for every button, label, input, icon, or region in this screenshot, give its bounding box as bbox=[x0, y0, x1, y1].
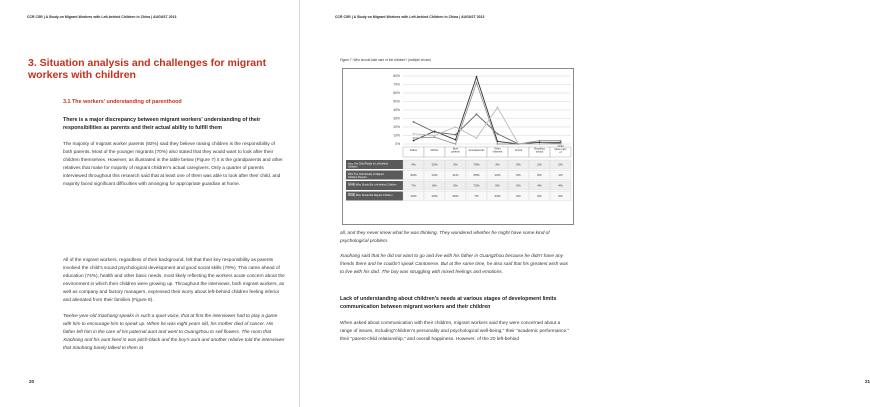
data-label: 79% bbox=[473, 162, 480, 167]
data-point bbox=[539, 140, 541, 142]
series-legend-label: Ideally Who Should Be Left-behind Children bbox=[348, 183, 397, 187]
data-label: 2% bbox=[558, 162, 563, 167]
x-category-label: relatives bbox=[492, 150, 503, 154]
data-label: 14% bbox=[431, 173, 438, 178]
data-label: 35% bbox=[473, 173, 480, 178]
body-paragraph-right: When asked about communication with their children, migrant workers said they were concerned about a range of issues, including"children's personality and psychological well-being," their "academic performance," their "parent-child relationship," and overall happiness. However, of the 20 left-behind bbox=[340, 321, 570, 343]
chapter-title: 3. Situation analysis and challenges for migrant workers with children bbox=[28, 57, 267, 81]
data-label: 43% bbox=[494, 194, 501, 199]
x-category-label: Mother bbox=[430, 148, 439, 152]
data-point bbox=[476, 82, 478, 84]
series-legend-label: Ideally Who Should Be Migrant Children bbox=[348, 194, 393, 198]
data-label: 72% bbox=[473, 183, 480, 188]
lead-paragraph-right: Lack of understanding about children's needs at various stages of development limits communication between migrant workers and their children bbox=[340, 296, 557, 311]
data-point bbox=[455, 126, 457, 128]
data-label: 11% bbox=[452, 173, 459, 178]
x-category-label: Friend bbox=[514, 148, 523, 152]
data-point bbox=[539, 143, 541, 145]
running-header-left: CCR CSR | A Study on Migrant Workers with Left-behind Children in China | AUGUST 2013 bbox=[27, 15, 177, 19]
data-label: 0% bbox=[495, 183, 500, 188]
data-label: 0% bbox=[537, 194, 542, 199]
data-point bbox=[413, 133, 415, 135]
data-point bbox=[539, 141, 541, 143]
series-legend-label: Children Parents bbox=[348, 175, 367, 179]
data-point bbox=[476, 137, 478, 139]
data-point bbox=[476, 113, 478, 115]
data-label: 2% bbox=[537, 162, 542, 167]
data-point bbox=[497, 143, 499, 145]
data-point bbox=[434, 136, 436, 138]
data-point bbox=[497, 107, 499, 109]
data-point bbox=[455, 139, 457, 141]
series-legend-label: Who The Child Really Is Left-behind bbox=[348, 162, 388, 166]
data-point bbox=[560, 143, 562, 145]
series-line bbox=[414, 77, 561, 144]
data-label: 0% bbox=[516, 173, 521, 178]
data-label: 4% bbox=[537, 183, 542, 188]
body-paragraph-2: All of the migrant workers, regardless of their background, felt that their key responsibility as parents involved the child's sound psychological development and good social skills (79%). This came ahead of education (74%), health and other basic needs, most likely reflecting the workers acute concern about the environment in which their children were growing up. Throughout the interviews, both migrant workers, as well as company and factory managers, expressed their worry about left-behind children feeling inferior and alienated from their families (Figure 8). bbox=[63, 258, 285, 304]
x-category-label: Other bbox=[494, 147, 501, 151]
data-label: 12% bbox=[494, 173, 501, 178]
y-tick-label: 80% bbox=[393, 74, 400, 79]
data-point bbox=[455, 143, 457, 145]
x-category-label: Grandparents bbox=[468, 148, 485, 152]
data-label: 20% bbox=[452, 194, 459, 199]
data-label: 1% bbox=[558, 173, 563, 178]
x-category-label: of bbox=[559, 151, 562, 154]
data-point bbox=[497, 133, 499, 135]
x-category-label: Child bbox=[557, 145, 564, 149]
data-point bbox=[413, 121, 415, 123]
running-header-right: CCR CSR | A Study on Migrant Workers with Left-behind Children in China | AUGUST 2013 bbox=[335, 15, 485, 19]
data-label: 0% bbox=[558, 194, 563, 199]
y-tick-label: 10% bbox=[393, 133, 400, 138]
data-point bbox=[455, 134, 457, 136]
y-tick-label: 70% bbox=[393, 82, 400, 87]
data-label: 0% bbox=[516, 183, 521, 188]
data-point bbox=[434, 135, 436, 137]
data-label: 15% bbox=[431, 162, 438, 167]
x-category-label: Both bbox=[452, 147, 459, 151]
y-tick-label: 50% bbox=[393, 99, 400, 104]
x-category-label: Father bbox=[409, 148, 418, 152]
data-label: 4% bbox=[558, 183, 563, 188]
data-point bbox=[476, 76, 478, 78]
data-label: 3% bbox=[495, 162, 500, 167]
y-tick-label: 30% bbox=[393, 116, 400, 121]
case-story-paragraph: Twelve-year-old Xiaohang speaks in such a quiet voice, that at first the interviewer had to play a game with him to encourage him to speak up. When he was eight years old, his mother died of cancer. His father left him in the care of his paternal aunt and went to Guangzhou to sell flowers. The room that Xiaohang and his aunt lived in was pitch-black and the boy's aunt and another relative told the interviewer that Xiaohang barely talked to them at bbox=[63, 314, 285, 352]
data-label: 26% bbox=[410, 173, 417, 178]
page-number-right: 21 bbox=[865, 379, 870, 384]
data-label: 5% bbox=[453, 162, 458, 167]
data-label: 0% bbox=[516, 162, 521, 167]
series-legend-label: Children bbox=[348, 165, 358, 169]
data-label: 7% bbox=[474, 194, 479, 199]
y-tick-label: 0% bbox=[395, 142, 400, 147]
y-tick-label: 40% bbox=[393, 108, 400, 113]
y-tick-label: 60% bbox=[393, 91, 400, 96]
x-category-label: takes care bbox=[554, 148, 567, 152]
data-label: 0% bbox=[453, 183, 458, 188]
lead-paragraph-left: There is a major discrepancy between migrant workers' understanding of their responsibilities as parents and their actual ability to fulfill them bbox=[63, 117, 261, 132]
case-story-paragraph-2: Xiaohang said that he did not want to go and live with his father in Guangzhou because he didn't have any friends there and he couldn't speak Cantonese. But at the same time, he also said that his greatest wish was to live with his dad. The boy was struggling with mixed feelings and emotions. bbox=[340, 254, 568, 276]
data-label: 7% bbox=[411, 183, 416, 188]
data-point bbox=[434, 131, 436, 133]
data-point bbox=[413, 137, 415, 139]
case-story-continued: all, and they never knew what he was thinking. They wondered whether he might have some kind of psychological problem. bbox=[340, 231, 550, 245]
section-title: 3.1 The workers' understanding of parenthood bbox=[63, 99, 182, 105]
data-label: 10% bbox=[431, 194, 438, 199]
data-label: 0% bbox=[516, 194, 521, 199]
data-point bbox=[518, 143, 520, 145]
x-category-label: parents bbox=[451, 150, 460, 154]
data-label: 0% bbox=[537, 173, 542, 178]
figure-7-chart bbox=[342, 68, 574, 225]
data-label: 12% bbox=[410, 194, 417, 199]
body-paragraph-1: The majority of migrant worker parents (92%) said they believe raising children is the responsibility of both parents. Most of the younger migrants (70%) also stated that they would want to look after their children themselves. However, as illustrated in the table below (Figure 7) it is the grandparents and other relatives that make for majority of migrant children's actual caregivers. Only a quarter of parents interviewed throughout this research said that at least one of them was able to look after their child, and majority faced significant difficulties with arranging for appropriate guardian at home. bbox=[63, 142, 283, 188]
data-point bbox=[560, 140, 562, 142]
data-point bbox=[413, 140, 415, 142]
x-category-label: Boarding bbox=[534, 147, 545, 151]
page-number-left: 20 bbox=[29, 379, 35, 384]
chart-svg bbox=[343, 69, 575, 226]
x-category-label: school bbox=[535, 150, 544, 154]
y-tick-label: 20% bbox=[393, 125, 400, 130]
data-label: 4% bbox=[411, 162, 416, 167]
figure-caption: Figure 7: Who should take care of the children? (multiple choice) bbox=[340, 58, 432, 62]
series-legend-label: Who The Child Really Is Migrant bbox=[348, 173, 384, 177]
data-label: 8% bbox=[432, 183, 437, 188]
